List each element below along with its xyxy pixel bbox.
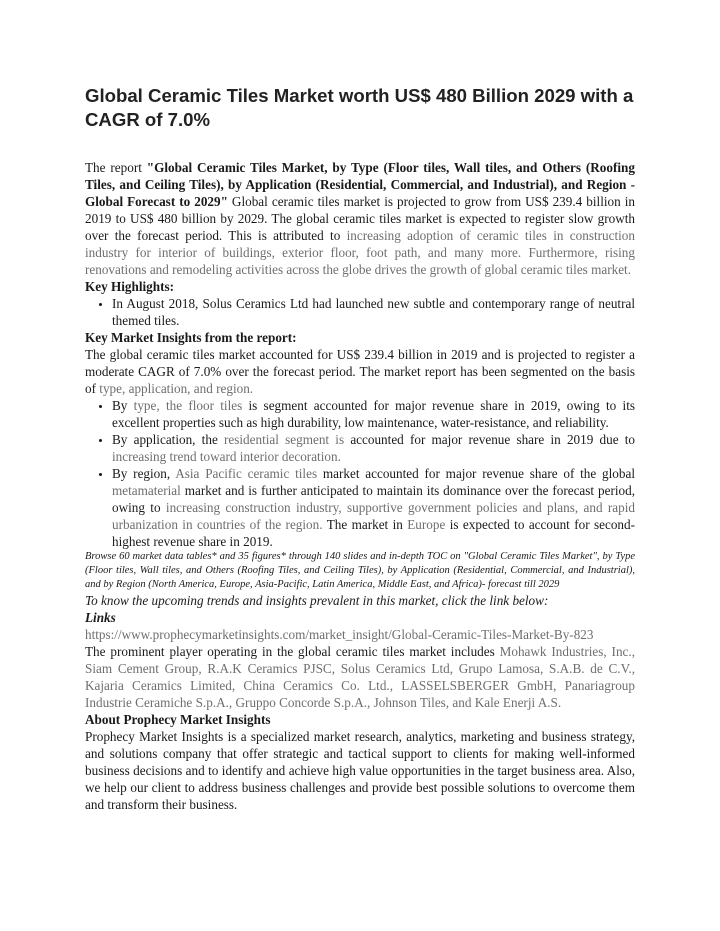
insights-heading: Key Market Insights from the report: bbox=[85, 330, 297, 345]
intro-highlight: increasing adoption of ceramic tiles in construction industry for interior of buildings, exterior floor, foot path, and many more. Furthermore, rising renovations and remodeling activities across the globe drives the growth of global ceramic tiles market. bbox=[85, 228, 635, 277]
bullet-highlight: Asia Pacific ceramic tiles bbox=[175, 466, 318, 481]
list-item bbox=[112, 431, 635, 465]
report-region: and Region - Global Forecast to 2029" bbox=[85, 177, 635, 209]
browse-note: Browse 60 market data tables* and 35 figures* through 140 slides and in-depth TOC on "Global Ceramic Tiles Market", by Type (Floor tiles, Wall tiles, and Others (Roofing Tiles, and Ceiling Tiles), by Application (Residential, Commercial, and Industrial), and by Region (North America, Europe, Asia-Pacific, Latin America, Middle East, and Africa)- forecast till 2029 bbox=[85, 551, 635, 590]
bullet-highlight: residential segment is bbox=[224, 432, 345, 447]
about-heading: About Prophecy Market Insights bbox=[85, 712, 271, 727]
bullet-text: market accounted for major revenue share of the global bbox=[317, 466, 635, 481]
key-highlights-heading: Key Highlights: bbox=[85, 279, 175, 294]
key-highlights-list bbox=[85, 295, 635, 329]
links-heading: Links bbox=[85, 610, 116, 625]
report-link[interactable]: https://www.prophecymarketinsights.com/market_insight/Global-Ceramic-Tiles-Market-By-823 bbox=[85, 627, 594, 642]
intro-text: The report bbox=[85, 160, 147, 175]
bullet-text: By region, bbox=[112, 466, 176, 481]
players-list: Mohawk Industries, Inc., Siam Cement Group, R.A.K Ceramics PJSC, Solus Ceramics Ltd, Grupo Lamosa, S.A.B. de C.V., Kajaria Ceramics Limited, China Ceramics Co. Ltd., LASSELSBERGER GmbH, Panariagroup Industrie Ceramiche S.p.A., Gruppo Concorde S.p.A., Johnson Tiles, and Kale Enerji A.S. bbox=[85, 644, 635, 710]
list-item bbox=[112, 465, 635, 550]
bullet-text: is segment accounted for major revenue share in 2019, owing to its excellent properties such as high durability, low maintenance, water-resistance, and reliability. bbox=[112, 398, 635, 430]
intro-text: Global ceramic tiles market is projected to grow from US$ 239.4 billion in 2019 to US$ 480 billion by 2029. The global ceramic tiles market is expected to register slow growth over the forecast period. This is attributed to bbox=[85, 194, 635, 243]
intro-paragraph bbox=[85, 159, 635, 278]
bullet-text: The market in bbox=[322, 517, 408, 532]
insights-paragraph bbox=[85, 346, 635, 397]
bullet-highlight: increasing trend toward interior decoration. bbox=[112, 449, 341, 464]
bullet-highlight: increasing construction industry, supportive government policies and plans, and rapid urbanization in countries of the region. bbox=[112, 500, 635, 532]
report-name: "Global Ceramic Tiles Market, by Type (Floor tiles, Wall tiles, and Others (Roofing Tiles, and Ceiling Tiles), by Application (Residential, Commercial, and Industrial), bbox=[85, 160, 635, 192]
document-page bbox=[85, 84, 635, 813]
bullet-text: accounted for major revenue share in 2019 due to bbox=[344, 432, 636, 447]
insights-text: The global ceramic tiles market accounted for US$ 239.4 billion in 2019 and is projected to register a moderate CAGR of 7.0% over the forecast period. The market report has been segmented on the basis of bbox=[85, 347, 635, 396]
players-paragraph bbox=[85, 643, 635, 711]
bullet-highlight: Europe bbox=[407, 517, 446, 532]
bullet-text: market and is further anticipated to maintain its dominance over the forecast period, owing to bbox=[112, 483, 635, 515]
list-item: • In August 2018, Solus Ceramics Ltd had launched new subtle and contemporary range of neutral themed tiles. bbox=[112, 295, 635, 329]
about-paragraph: Prophecy Market Insights is a specialized market research, analytics, marketing and business strategy, and solutions company that offer strategic and tactical support to clients for making well-informed business decisions and to identify and achieve high value opportunities in the target business area. Also, we help our client to address business challenges and provide best possible solutions to overcome them and transform their business. bbox=[85, 729, 635, 812]
bullet-highlight: metamaterial bbox=[112, 483, 181, 498]
bullet-text: By application, the bbox=[112, 432, 225, 447]
bullet-text: By bbox=[112, 398, 134, 413]
players-text: The prominent player operating in the global ceramic tiles market includes bbox=[85, 644, 500, 659]
bullet-highlight: type, the floor tiles bbox=[133, 398, 243, 413]
bullet-text: is expected to account for second-highest revenue share in 2019. bbox=[112, 517, 635, 549]
page-title: Global Ceramic Tiles Market worth US$ 480 Billion 2029 with a CAGR of 7.0% bbox=[85, 85, 634, 130]
insights-list bbox=[85, 397, 635, 550]
insights-highlight: type, application, and region. bbox=[99, 381, 254, 396]
list-item bbox=[112, 397, 635, 431]
trends-line: To know the upcoming trends and insights prevalent in this market, click the link below: bbox=[85, 593, 549, 608]
